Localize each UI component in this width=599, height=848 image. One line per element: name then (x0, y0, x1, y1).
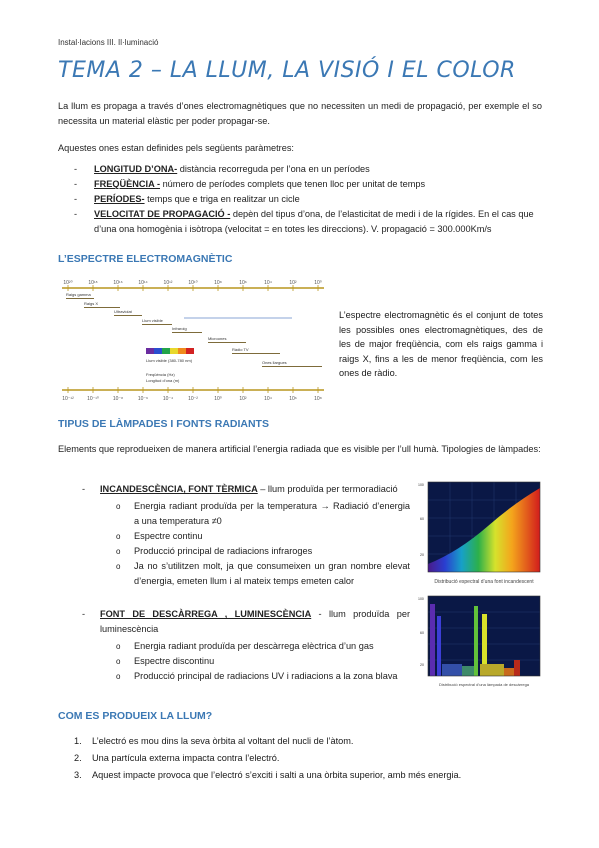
frequency-tick-label: 10¹⁶ (113, 280, 123, 286)
band-uv: Ultraviolat (114, 309, 132, 314)
visible-caption: Llum visible (380-780 nm) (146, 358, 193, 363)
band-long-waves: Ones llargues (262, 360, 287, 365)
frequency-tick-label: 10² (289, 280, 297, 286)
how-heading: COM ES PRODUEIX LA LLUM? (58, 710, 213, 722)
list-item: o Producció principal de radiacions UV i radiacions a la zona blava (116, 671, 398, 681)
frequency-tick-label: 10⁸ (214, 280, 222, 286)
list-item: o Energia radiant produïda per la temperatura → Radiació d’energia a una temperatura ≠0 (116, 501, 410, 526)
frequency-tick-label: 10¹⁰ (188, 280, 198, 286)
frequency-tick-label: 10⁶ (239, 280, 247, 286)
band-microwave: Microones (208, 336, 227, 341)
list-item: - LONGITUD D’ONA- distància recorreguda per l’ona en un períodes (74, 164, 370, 174)
top-axis-label: Freqüència (Hz) (146, 372, 175, 377)
discharge-section (58, 607, 410, 684)
list-item: - PERÍODES- temps que e triga en realitzar un cicle (74, 194, 300, 204)
steps-list (58, 733, 542, 784)
list-item: - FONT DE DESCÀRREGA , LUMINESCÈNCIA - llum produïda per luminescència (82, 609, 410, 634)
list-item: - INCANDESCÈNCIA, FONT TÈRMICA – llum produïda per termoradiació (82, 484, 398, 494)
lamps-heading: TIPUS DE LÀMPADES I FONTS RADIANTS (58, 418, 269, 430)
params-list (58, 162, 542, 237)
wavelength-tick-label: 10⁻¹⁰ (87, 396, 99, 402)
band-visible: Llum visible (142, 318, 163, 323)
page-title: TEMA 2 – LA LLUM, LA VISIÓ I EL COLOR (58, 58, 516, 83)
spectrum-heading: L’ESPECTRE ELECTROMAGNÈTIC (58, 253, 233, 265)
wavelength-tick-label: 10⁻¹² (62, 396, 74, 402)
band-gamma: Raigs gamma (66, 292, 91, 297)
wavelength-tick-label: 10⁴ (264, 396, 272, 402)
incandescent-section (58, 482, 410, 589)
band-radio-tv: Ràdio TV (232, 347, 249, 352)
list-item: o Espectre discontinu (116, 656, 215, 666)
list-item: 1. L’electró es mou dins la seva òrbita al voltant del nucli de l’àtom. (74, 736, 354, 746)
list-item: - VELOCITAT DE PROPAGACIÓ - depèn del tipus d’ona, de l’elasticitat de medi i de la rígides. En el cas que d’una ona homogènia i isòtropa (velocitat = en totes les direccions). V. propagació = 300.000Km/s (74, 209, 534, 234)
list-item: 2. Una partícula externa impacta contra l’electró. (74, 753, 280, 763)
frequency-tick-label: 10¹⁸ (88, 280, 98, 286)
svg-text:20: 20 (420, 663, 424, 667)
svg-text:60: 60 (420, 631, 424, 635)
frequency-tick-label: 10¹² (163, 280, 173, 286)
band-xray: Raigs X (84, 301, 99, 306)
wavelength-tick-label: 10⁻⁸ (112, 396, 124, 402)
list-item: 3. Aquest impacte provoca que l’electró s’exciti i salti a una òrbita superior, amb més energia. (74, 770, 462, 780)
lamps-intro: Elements que reprodueixen de manera artificial l’energia radiada que es visible per l’ull humà. Tipologies de làmpades: (58, 444, 541, 454)
wavelength-tick-label: 10⁸ (314, 396, 322, 402)
svg-text:100: 100 (418, 597, 424, 601)
incandescent-spectrum-chart (418, 480, 544, 590)
intro-paragraph: La llum es propaga a través d’ones electromagnètiques que no necessiten un medi de propagació, per exemple el so necessita un material elàstic per poder propagar-se. (58, 101, 542, 126)
list-item: o Ja no s’utilitzen molt, ja que consumeixen un gran nombre elevat d’energia, emeten llum i al mateix temps emeten calor (116, 561, 410, 586)
electromagnetic-spectrum-figure (62, 276, 324, 402)
frequency-tick-label: 10⁴ (264, 280, 272, 286)
discharge-spectrum-chart (418, 594, 544, 710)
list-item: - FREQÜÈNCIA - número de períodes complets que tenen lloc per unitat de temps (74, 179, 426, 189)
bottom-axis-label: Longitud d’ona (m) (146, 378, 180, 383)
list-item: o Espectre continu (116, 531, 203, 541)
incandescent-caption: Distribució espectral d’una font incandescent (434, 579, 534, 585)
spectrum-description: L’espectre electromagnètic és el conjunt de totes les possibles ones electromagnètiques, des de les de major freqüència, com els raigs gamma i raigs X, fins a les de menor freqüència, com les ones de ràdio. (339, 310, 543, 378)
wavelength-tick-label: 10² (239, 396, 247, 402)
wavelength-tick-label: 10⁻² (188, 396, 198, 402)
band-infrared: Infraroig (172, 326, 187, 331)
visible-spectrum-bar (146, 348, 194, 354)
page-header: Instal·lacions III. Il·luminació (58, 38, 159, 47)
frequency-tick-label: 10²⁰ (63, 280, 73, 286)
frequency-tick-label: 10⁰ (314, 280, 322, 286)
list-item: o Energia radiant produïda per descàrrega elèctrica d’un gas (116, 641, 374, 651)
svg-text:60: 60 (420, 517, 424, 521)
wavelength-tick-label: 10⁰ (214, 396, 222, 402)
params-intro: Aquestes ones estan definides pels següents paràmetres: (58, 143, 294, 153)
discharge-caption: Distribució espectral d’una làmpada de descàrrega (438, 682, 530, 687)
frequency-tick-label: 10¹⁴ (138, 280, 148, 286)
wavelength-tick-label: 10⁶ (289, 396, 297, 402)
wavelength-tick-label: 10⁻⁶ (137, 396, 149, 402)
wavelength-tick-label: 10⁻⁴ (162, 396, 174, 402)
svg-text:20: 20 (420, 553, 424, 557)
list-item: o Producció principal de radiacions infraroges (116, 546, 313, 556)
svg-text:100: 100 (418, 483, 424, 487)
